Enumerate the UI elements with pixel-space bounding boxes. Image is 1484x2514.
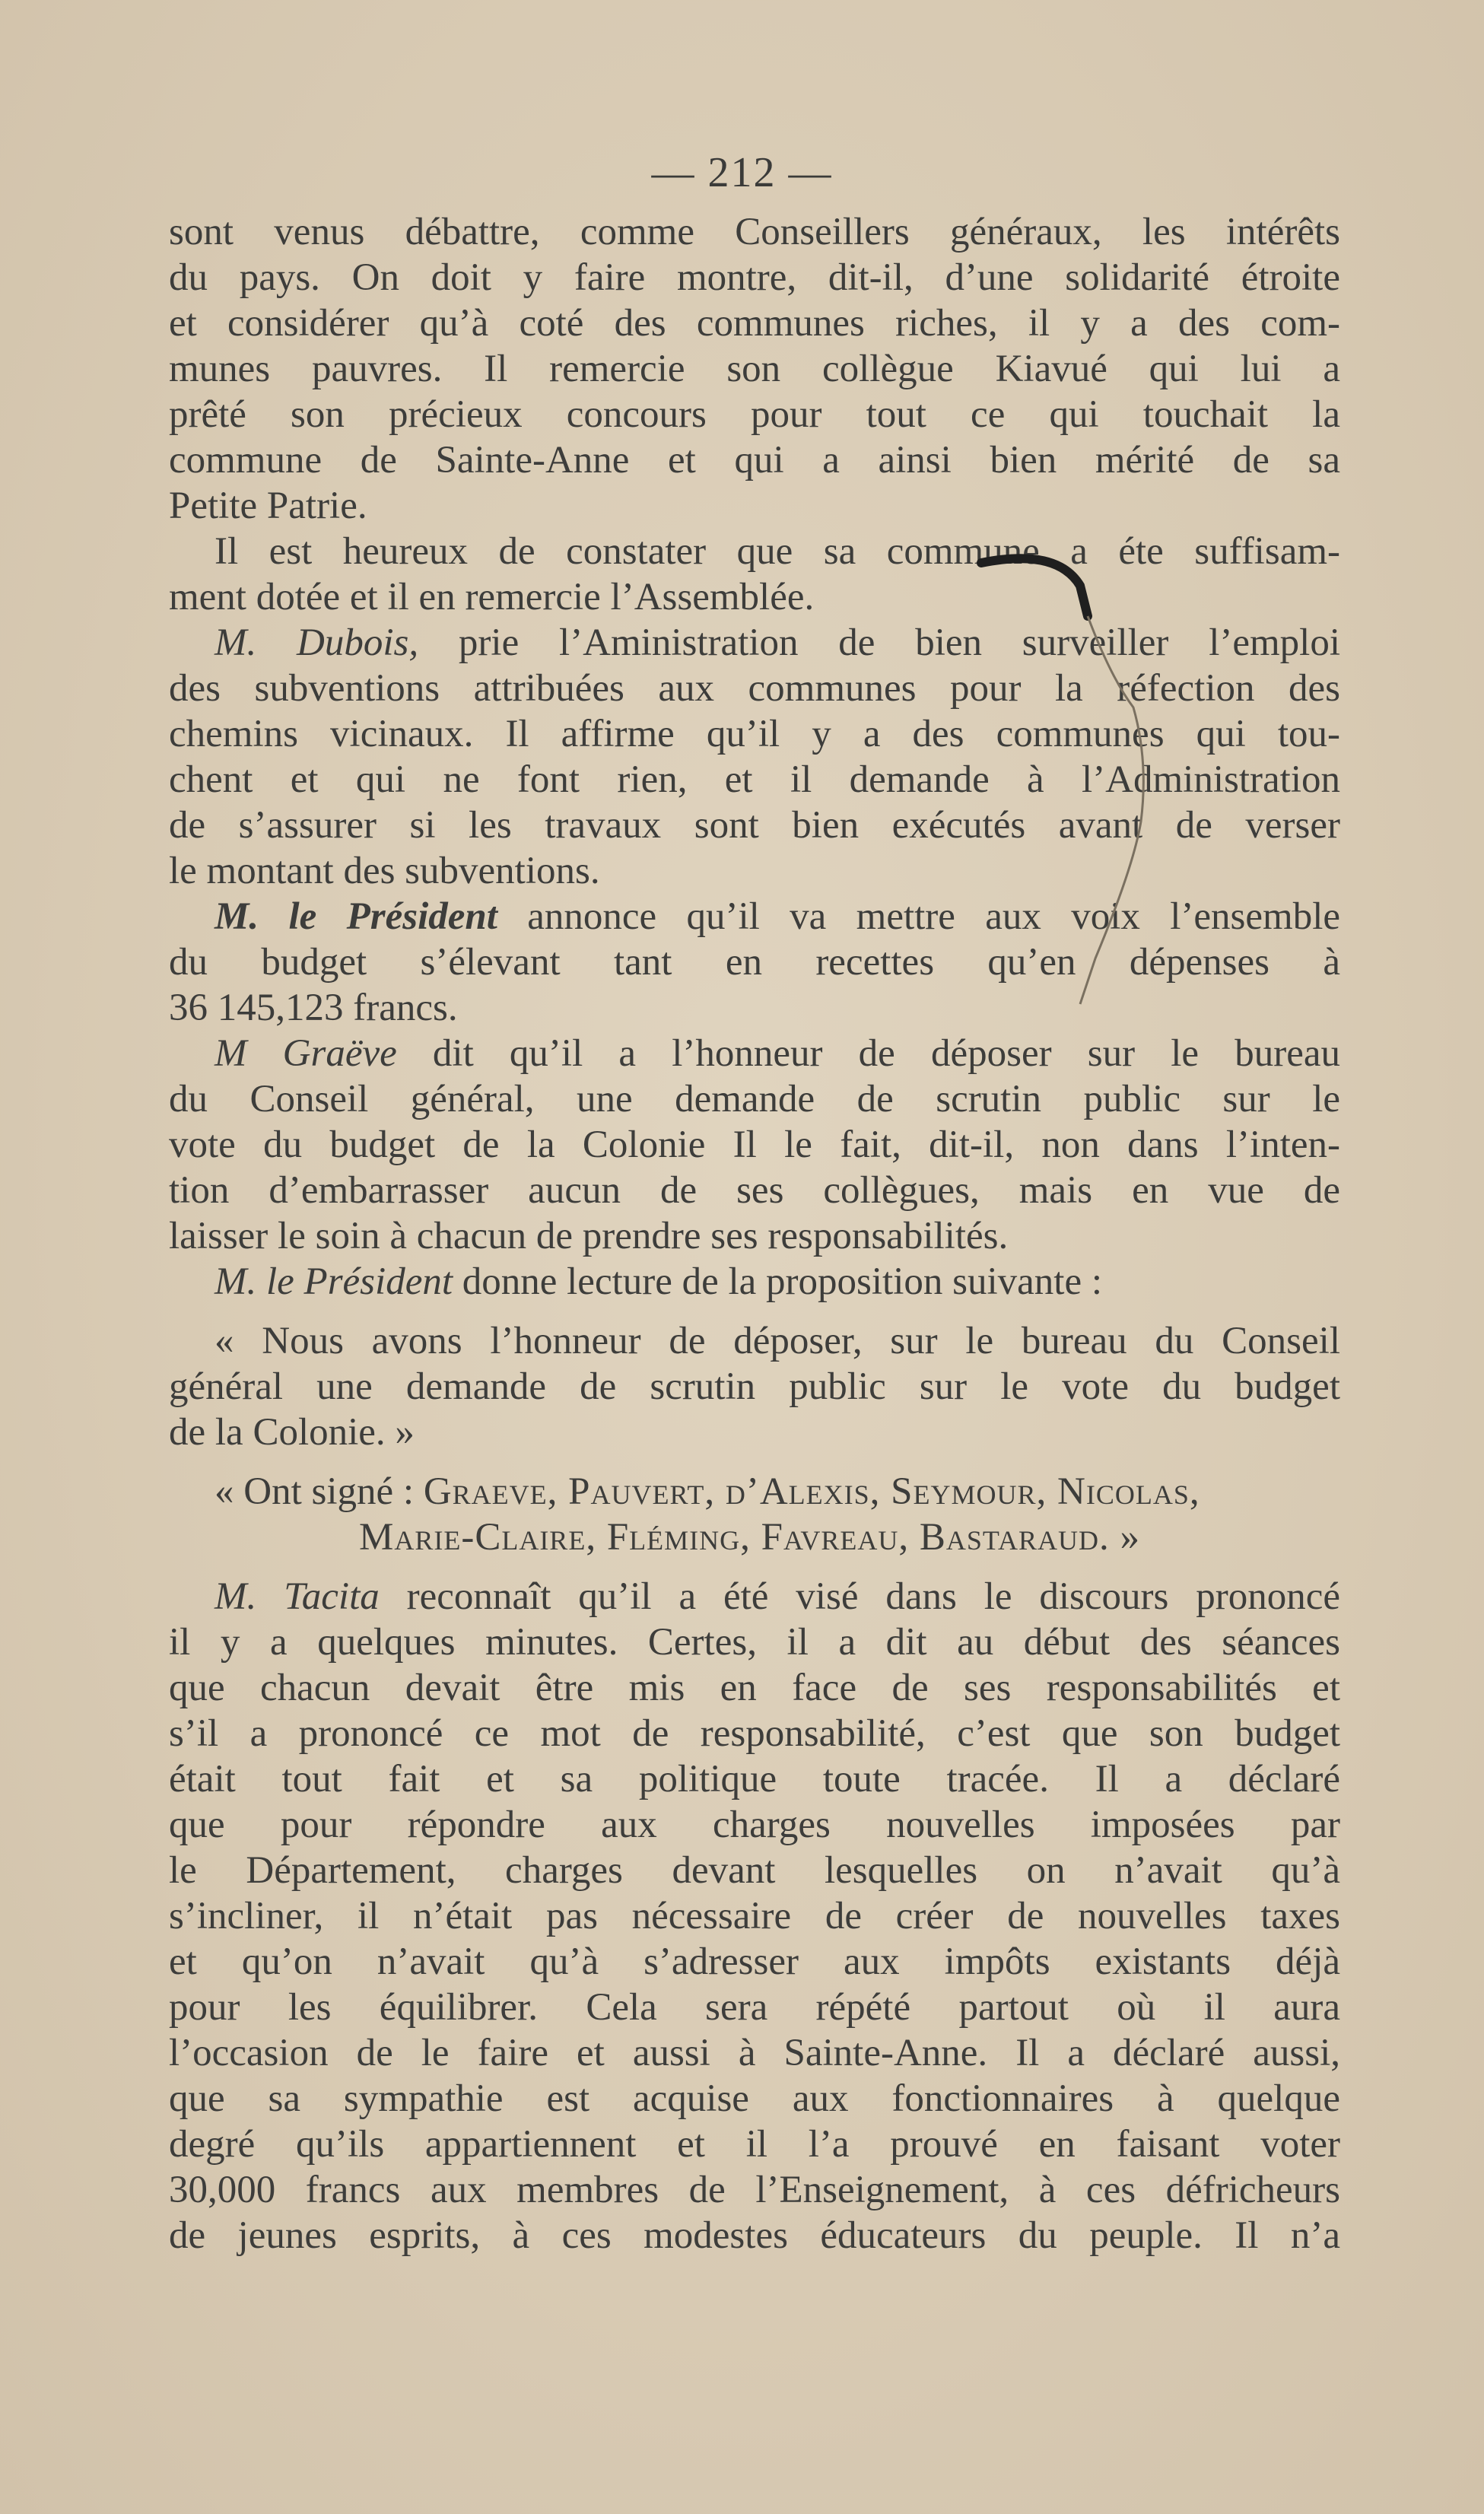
text-line: [169, 1259, 1340, 1305]
text-line: commune de Sainte-Anne et qui a ainsi bien mérité de sa: [169, 439, 1340, 482]
signature-names: Graeve, Pauvert, d’Alexis, Seymour, Nicolas,: [423, 1470, 1200, 1513]
text-line: [169, 894, 1340, 939]
paragraph-dubois: [169, 620, 1340, 894]
text-line: chemins vicinaux. Il affirme qu’il y a des communes qui tou-: [169, 713, 1340, 755]
text-line: s’il a prononcé ce mot de responsabilité, c’est que son budget: [169, 1712, 1340, 1755]
text-line: munes pauvres. Il remercie son collègue Kiavué qui lui a: [169, 348, 1340, 390]
paragraph-continuation: [169, 209, 1340, 529]
speaker-name: M. Tacita: [214, 1575, 380, 1618]
text-line: que chacun devait être mis en face de ses responsabilités et: [169, 1667, 1340, 1709]
text-line: s’incliner, il n’était pas nécessaire de créer de nouvelles taxes: [169, 1895, 1340, 1937]
text-line: sont venus débattre, comme Conseillers généraux, les intérêts: [169, 211, 1340, 253]
speaker-name: M. Dubois,: [214, 621, 419, 664]
text-line: général une demande de scrutin public sur le vote du budget: [169, 1365, 1340, 1408]
text-line: que sa sympathie est acquise aux fonctionnaires à quelque: [169, 2077, 1340, 2120]
text-line: il y a quelques minutes. Certes, il a dit au début des séances: [169, 1621, 1340, 1664]
text-line: prêté son précieux concours pour tout ce qui touchait la: [169, 393, 1340, 436]
text-line: « Nous avons l’honneur de déposer, sur le bureau du Conseil: [214, 1320, 1340, 1362]
text-line: que pour répondre aux charges nouvelles imposées par: [169, 1804, 1340, 1846]
signatures-block: [169, 1469, 1340, 1560]
text-line: [169, 1574, 1340, 1619]
text-line: Il est heureux de constater que sa commune a éte suffisam-: [214, 530, 1340, 573]
signature-line: Marie-Claire, Fléming, Favreau, Bastaraud. »: [359, 1516, 1141, 1559]
text-line: du pays. On doit y faire montre, dit-il, d’une solidarité étroite: [169, 256, 1340, 299]
text-fragment: dit qu’il a l’honneur de déposer sur le bureau: [396, 1032, 1340, 1075]
paragraph-president-vote: [169, 894, 1340, 1031]
page-number: — 212 —: [651, 149, 833, 196]
text-fragment: annonce qu’il va mettre aux voix l’ensemble: [497, 895, 1341, 938]
signature-line: [169, 1469, 1340, 1514]
speaker-name: M Graëve: [214, 1032, 397, 1075]
text-line: vote du budget de la Colonie Il le fait, dit-il, non dans l’inten-: [169, 1124, 1340, 1166]
text-line: du budget s’élevant tant en recettes qu’en dépenses à: [169, 941, 1340, 984]
text-line: tion d’embarrasser aucun de ses collègues, mais en vue de: [169, 1169, 1340, 1212]
speaker-name: M. le Président: [214, 895, 497, 938]
body-text: [169, 209, 1340, 2258]
text-line: de jeunes esprits, à ces modestes éducateurs du peuple. Il n’a: [169, 2214, 1340, 2257]
text-fragment: donne lecture de la proposition suivante :: [453, 1260, 1103, 1303]
paragraph-tacita: [169, 1574, 1340, 2258]
text-line: était tout fait et sa politique toute tracée. Il a déclaré: [169, 1758, 1340, 1800]
text-line: [169, 620, 1340, 666]
text-line: le Département, charges devant lesquelles on n’avait qu’à: [169, 1849, 1340, 1892]
text-line: 30,000 francs aux membres de l’Enseignement, à ces défricheurs: [169, 2169, 1340, 2211]
text-line: pour les équilibrer. Cela sera répété partout où il aura: [169, 1986, 1340, 2029]
text-line: des subventions attribuées aux communes pour la réfection des: [169, 667, 1340, 710]
text-line: et considérer qu’à coté des communes riches, il y a des com-: [169, 302, 1340, 345]
speaker-name: M. le Président: [214, 1260, 453, 1303]
paragraph-president-reading: [169, 1259, 1340, 1305]
text-line: [169, 1031, 1340, 1076]
paragraph-commune: [169, 529, 1340, 620]
text-line: le montant des subventions.: [169, 850, 600, 892]
text-line: ment dotée et il en remercie l’Assemblée.: [169, 576, 815, 618]
text-fragment: reconnaît qu’il a été visé dans le discours prononcé: [379, 1575, 1341, 1618]
text-line: 36 145,123 francs.: [169, 987, 458, 1029]
text-line: de la Colonie. »: [169, 1411, 415, 1454]
text-line: laisser le soin à chacun de prendre ses responsabilités.: [169, 1215, 1009, 1257]
text-line: du Conseil général, une demande de scrutin public sur le: [169, 1078, 1340, 1120]
paragraph-quotation: [169, 1318, 1340, 1455]
paragraph-graeve: [169, 1031, 1340, 1259]
text-line: de s’assurer si les travaux sont bien exécutés avant de verser: [169, 804, 1340, 847]
text-line: chent et qui ne font rien, et il demande à l’Administration: [169, 758, 1340, 801]
text-fragment: prie l’Aministration de bien surveiller l’emploi: [418, 621, 1340, 664]
text-line: l’occasion de le faire et aussi à Sainte-Anne. Il a déclaré aussi,: [169, 2032, 1340, 2074]
signature-intro: « Ont signé :: [214, 1470, 424, 1513]
text-line: degré qu’ils appartiennent et il l’a prouvé en faisant voter: [169, 2123, 1340, 2166]
text-line: Petite Patrie.: [169, 485, 367, 527]
text-line: et qu’on n’avait qu’à s’adresser aux impôts existants déjà: [169, 1940, 1340, 1983]
